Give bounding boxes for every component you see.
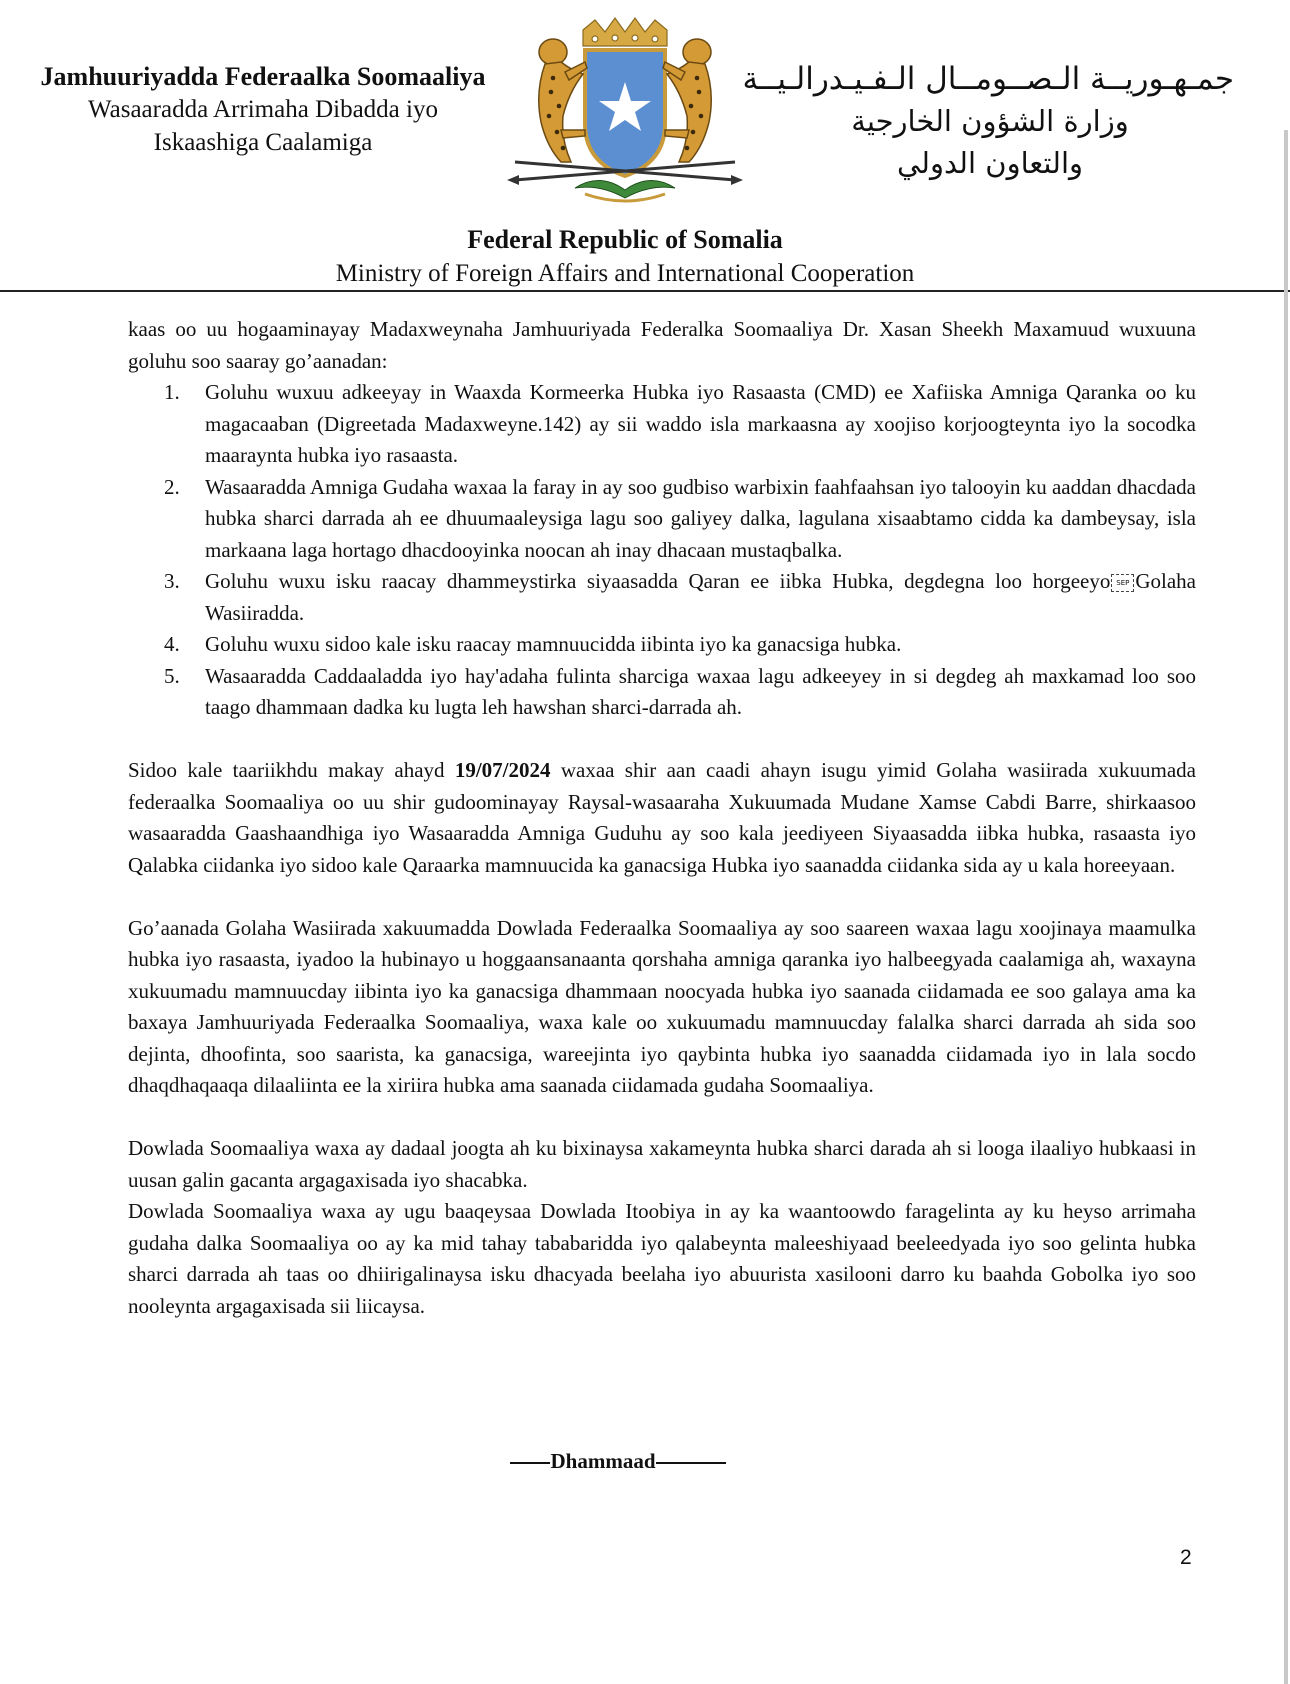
header-english-subtitle: Ministry of Foreign Affairs and International Cooperation xyxy=(335,260,915,287)
header-arabic-line-1: جمـهـوريــة الـصــومــال الـفـيـدرالـيــة xyxy=(742,61,1234,97)
control-paragraph: Dowlada Soomaaliya waxa ay dadaal joogta ah ku bixinaysa xakameynta hubka sharci darada ah si looga ilaaliyo hubkaasi in uusan galin gacanta argagaxisada iyo shacabka. xyxy=(128,1136,1196,1192)
list-item-text: Wasaaradda Caddaaladda iyo hay'adaha fulinta sharciga waxaa lagu adkeeyey in si degdeg ah maxkamad loo soo taago dhammaan dadka ku lugta leh hawshan sharci-darrada ah. xyxy=(205,663,1196,719)
header-arabic-line-2: وزارة الشؤون الخارجية xyxy=(851,104,1129,138)
closing-line xyxy=(0,1449,1236,1474)
crown-icon xyxy=(583,18,667,46)
decisions-paragraph: Go’aanada Golaha Wasiirada xakuumadda Dowlada Federaalka Soomaaliya ay soo saareen waxaa lagu xoojinaya maamulka hubka iyo rasaasta, iyadoo la hubinayo u hoggaansanaanta qorshaha amniga qaranka iyo halbeegyada caalamiga ah, waxayna xukuumadu mamnuucday iibinta iyo ka ganacsiga dhammaan noocyada hubka iyo saanada ciidamada ee soo galaya ama ka baxaya Jamhuuriyada Federaalka Soomaaliya, waxa kale oo xukuumadu mamnuucday falalka sharci darrada ah sida soo dejinta, dhoofinta, soo saarista, ka ganacsiga, wareejinta iyo qaybinta hubka iyo saanadda ciidamada iyo in lala socdo dhaqdhaqaaqa dilaaliinta ee la xiriira hubka ama saanada ciidamada gudaha Soomaaliya. xyxy=(128,915,1196,1097)
header-arabic xyxy=(740,58,1240,184)
meeting-date: 19/07/2024 xyxy=(454,758,551,782)
ethiopia-paragraph: Dowlada Soomaaliya waxa ay ugu baaqeysaa Dowlada Itoobiya in ay ka waantoowdo faragelinta ay ku heyso arrimaha gudaha dalka Soomaaliya oo ay ka mid tahay tababaridda iyo qalabeynta maleeshiyaad beeleedyada iyo soo gelinta hubka sharci darrada ah taas oo dhiirigalinaysa isku dhacyada beelaha iyo abuurista xasilooni darro ku baahda Gobolka iyo soo nooleynta argagaxisada sii liicaysa. xyxy=(128,1199,1196,1318)
list-item-text: Goluhu wuxu sidoo kale isku raacay mamnuucidda iibinta iyo ka ganacsiga hubka. xyxy=(205,632,902,656)
list-item xyxy=(128,566,1196,629)
list-item-text: Goluhu wuxuu adkeeyay in Waaxda Kormeerka Hubka iyo Rasaasta (CMD) ee Xafiiska Amniga Qaranka oo ku magacaaban (Digreetada Madaxweyne.142) ay sii waddo isla markaasna ay xoojiso korjoogteynta iyo la socodka maaraynta hubka iyo rasaasta. xyxy=(205,380,1196,467)
header-somali-line-3: Iskaashiga Caalamiga xyxy=(153,129,373,156)
list-item-number: 3. xyxy=(164,569,180,593)
closing-text: Dhammaad xyxy=(550,1449,656,1473)
list-item-text-before: Goluhu wuxu isku raacay dhammeystirka siyaasadda Qaran ee iibka Hubka, degdegna loo horgeeyo xyxy=(205,569,1111,593)
letter-body xyxy=(128,314,1196,1322)
list-item-number: 5. xyxy=(164,663,180,688)
meeting-paragraph xyxy=(128,755,1196,881)
meeting-text-after: waxaa shir aan caadi ahayn isugu yimid Golaha wasiirada xukuumada federaalka Soomaaliya oo uu shir gudoominayay Raysal-wasaaraha Xukuumada Mudane Xamse Cabdi Barre, shirkaasoo wasaaradda Gaashaandhiga iyo Wasaaradda Amniga Guduhu ay soo kala jeediyeen Siyaasadda iibka hubka, rasaasta iyo Qalabka ciidanka iyo sidoo kale Qaraarka mamnuucida ka ganacsiga Hubka iyo saanadda ciidanka sida ay u kala horeeyaan. xyxy=(128,758,1196,877)
list-item-text-after: Golaha Wasiiradda. xyxy=(205,569,1196,625)
list-item-number: 4. xyxy=(164,632,180,656)
closing-dash-left xyxy=(510,1462,550,1464)
list-item-number: 2. xyxy=(164,474,180,499)
header-somali-line-2: Wasaaradda Arrimaha Dibadda iyo xyxy=(88,96,438,123)
header-somali xyxy=(18,60,508,159)
list-item xyxy=(128,472,1196,567)
coat-of-arms-icon xyxy=(505,12,745,212)
header-arabic-line-3: والتعاون الدولي xyxy=(896,146,1084,180)
header-somali-line-1: Jamhuuriyadda Federaalka Soomaaliya xyxy=(40,62,486,91)
sep-glyph: SEP xyxy=(1111,574,1134,592)
decisions-list xyxy=(128,377,1196,724)
page-edge-shadow xyxy=(1284,130,1288,1684)
header-english-title: Federal Republic of Somalia xyxy=(467,225,783,254)
header-divider xyxy=(0,290,1290,292)
list-item-text: Wasaaradda Amniga Gudaha waxaa la faray in ay soo gudbiso warbixin faahfaahsan iyo talooyin ku aaddan dhacdada hubka sharci darrada ah ee dhuumaaleysiga lagu soo galiyey dalka, lagulana xisaabtamo cidda ka dambeysay, isla markaana laga hortago dhacdooyinka noocan ah inay dhacaan mustaqbalka. xyxy=(205,474,1196,562)
leopard-right-icon xyxy=(663,39,711,162)
page-number: 2 xyxy=(1180,1546,1192,1569)
intro-paragraph: kaas oo uu hogaaminayay Madaxweynaha Jamhuuriyada Federalka Soomaaliya Dr. Xasan Sheekh Maxamuud wuxuuna goluhu soo saaray go’aanadan: xyxy=(128,317,1196,373)
list-item-number: 1. xyxy=(164,380,180,404)
list-item xyxy=(128,661,1196,724)
leopard-left-icon xyxy=(539,39,587,162)
header-english xyxy=(0,223,1250,291)
meeting-text-before: Sidoo kale taariikhdu makay ahayd xyxy=(128,758,455,782)
list-item xyxy=(128,377,1196,472)
list-item xyxy=(128,629,1196,661)
closing-dash-right xyxy=(656,1462,726,1464)
